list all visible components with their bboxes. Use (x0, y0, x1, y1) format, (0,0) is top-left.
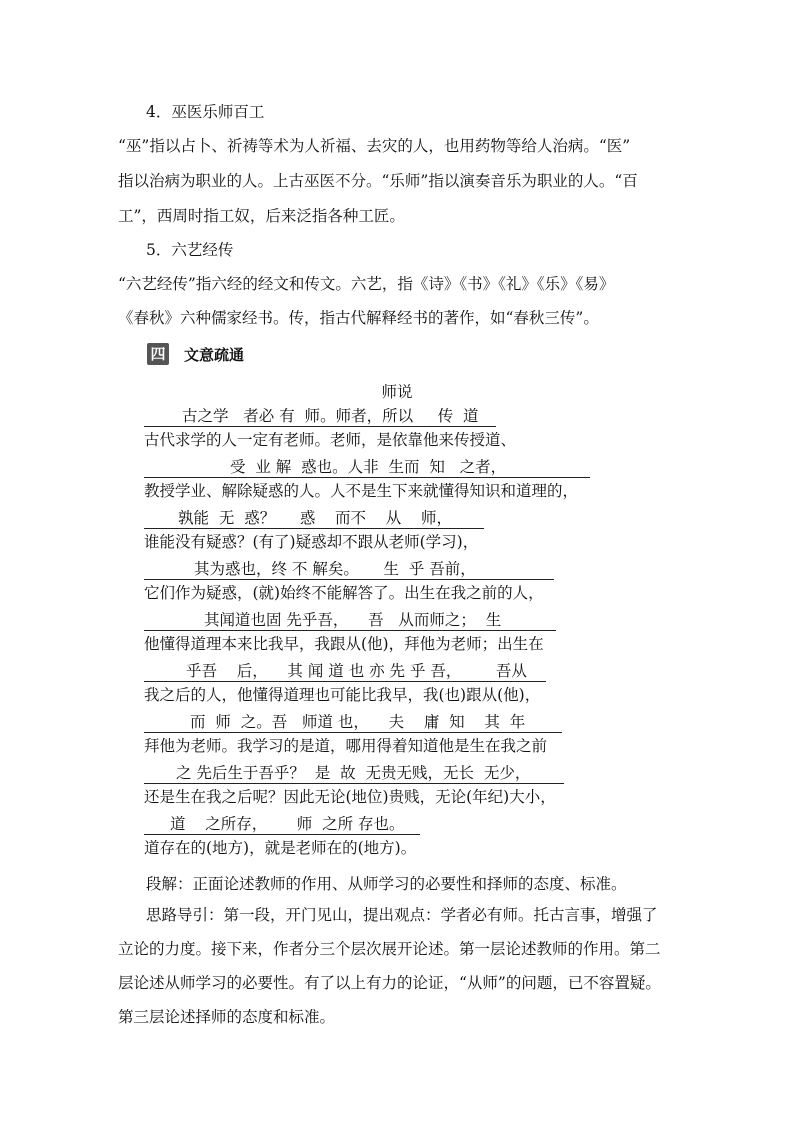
original-text: 乎吾 后， 其 闻 道 也 亦 先 乎 吾， 吾从 (186, 662, 527, 680)
translation-line-2: 教授学业、解除疑惑的人。人不是生下来就懂得知识和道理的， (144, 482, 579, 500)
classical-line-5 (144, 608, 556, 631)
classical-line-7 (144, 710, 562, 733)
classical-line-1 (144, 404, 496, 427)
classical-line-4 (144, 557, 554, 580)
silu-line-4: 第三层论述择师的态度和标准。 (118, 1008, 336, 1026)
section-title: 文意疏通 (184, 346, 245, 364)
classical-line-2 (144, 455, 590, 478)
original-text: 古之学 者必 有 师。师者，所以 传 道 (182, 407, 479, 425)
translation-line-5: 他懂得道理本来比我早，我跟从(他)，拜他为老师；出生在 (144, 635, 544, 653)
silu-line-3: 层论述从师学习的必要性。有了以上有力的论证，“从师”的问题，已不容置疑。 (118, 974, 661, 992)
translation-line-4: 它们作为疑惑，(就)始终不能解答了。出生在我之前的人， (144, 584, 544, 602)
item5-heading: 5．六艺经传 (146, 241, 234, 259)
duanjie-summary: 段解：正面论述教师的作用、从师学习的必要性和择师的态度、标准。 (146, 875, 627, 893)
item5-line-2: 《春秋》六种儒家经书。传，指古代解释经书的著作，如“春秋三传”。 (118, 309, 599, 327)
original-text: 孰能 无 惑？ 惑 而不 从 师， (178, 509, 452, 527)
silu-line-1: 思路导引：第一段，开门见山，提出观点：学者必有师。托古言事，增强了 (146, 906, 658, 924)
original-text: 之 先后生于吾乎？ 是 故 无贵无贱，无长 无少， (176, 764, 531, 782)
translation-line-8: 还是生在我之后呢？因此无论(地位)贵贱，无论(年纪)大小， (144, 788, 556, 806)
classical-line-6 (144, 659, 546, 682)
silu-line-2: 立论的力度。接下来，作者分三个层次展开论述。第一层论述教师的作用。第二 (118, 940, 661, 958)
translation-line-7: 拜他为老师。我学习的是道，哪用得着知道他是生在我之前 (144, 737, 548, 755)
original-text: 而 师 之。吾 师道 也， 夫 庸 知 其 年 (190, 713, 526, 731)
original-text: 其闻道也固 先乎吾， 吾 从而师之； 生 (204, 611, 502, 629)
translation-line-9: 道存在的(地方)，就是老师在的(地方)。 (144, 839, 417, 857)
classical-line-3 (144, 506, 484, 529)
original-text: 受 业 解 惑也。人非 生而 知 之者， (230, 458, 507, 476)
classical-line-9 (144, 812, 420, 835)
original-text: 其为惑也，终 不 解矣。 生 乎 吾前， (194, 560, 476, 578)
classical-line-8 (144, 761, 564, 784)
section-number-badge: 四 (147, 343, 169, 365)
item4-line-1: “巫”指以占卜、祈祷等术为人祈福、去灾的人，也用药物等给人治病。“医” (118, 137, 631, 155)
translation-line-1: 古代求学的人一定有老师。老师，是依靠他来传授道、 (144, 431, 517, 449)
translation-line-3: 谁能没有疑惑？(有了)疑惑却不跟从老师(学习)， (144, 533, 479, 551)
item4-heading: 4．巫医乐师百工 (146, 103, 265, 121)
silu-paragraph (118, 898, 678, 1034)
item4-line-2: 指以治病为职业的人。上古巫医不分。“乐师”指以演奏音乐为职业的人。“百 (118, 172, 638, 190)
classical-title: 师说 (381, 383, 413, 401)
item4-line-3: 工”，西周时指工奴，后来泛指各种工匠。 (118, 207, 405, 225)
item5-line-1: “六艺经传”指六经的经文和传文。六艺，指《诗》《书》《礼》《乐》《易》 (118, 275, 615, 293)
original-text: 道 之所存， 师 之所 存也。 (170, 815, 405, 833)
translation-line-6: 我之后的人，他懂得道理也可能比我早，我(也)跟从(他)， (144, 686, 541, 704)
